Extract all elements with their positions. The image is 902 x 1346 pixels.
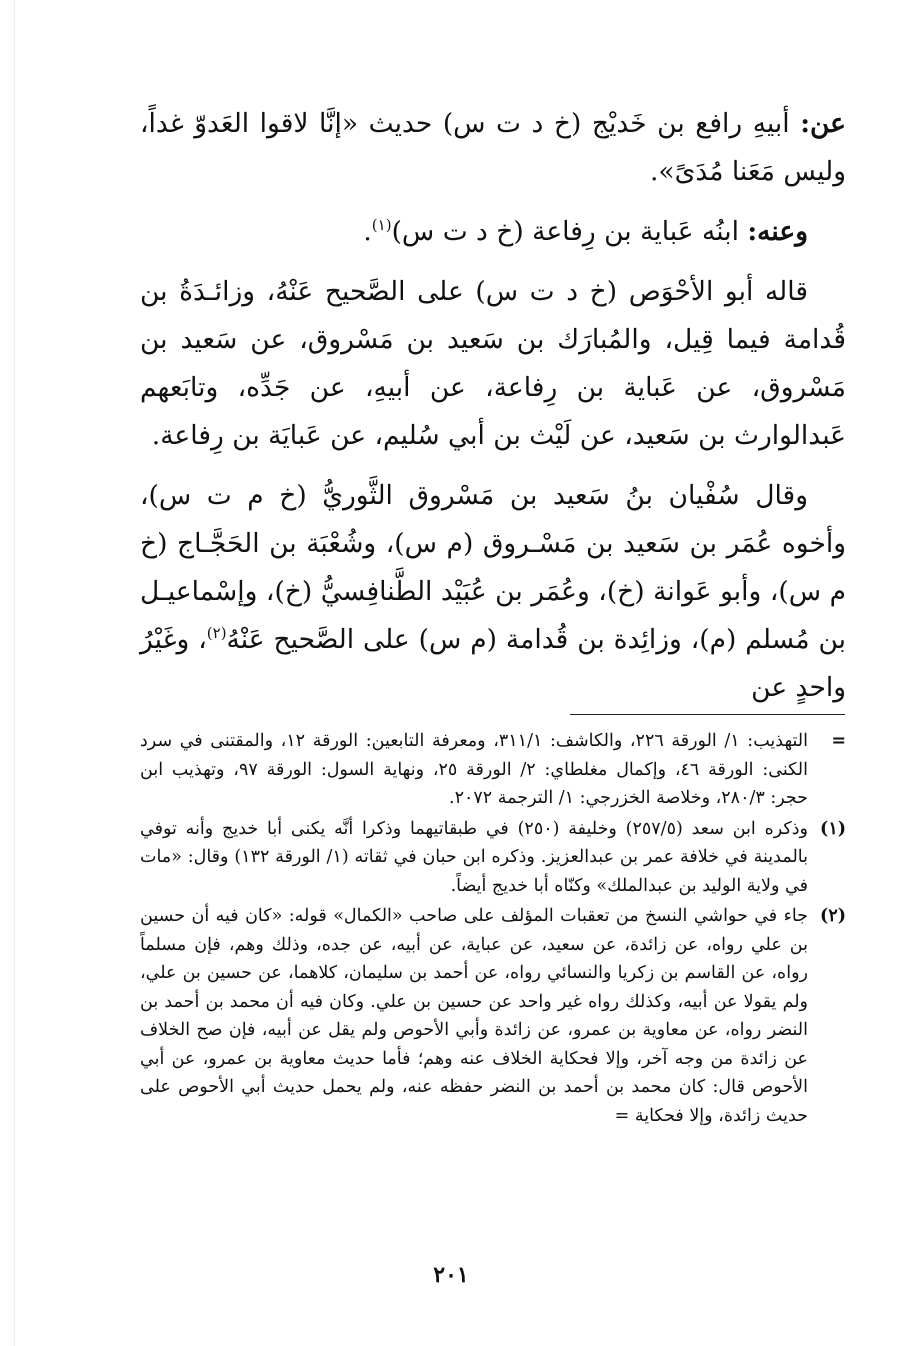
footnote-ref-2[interactable]: (٢) <box>206 624 227 643</box>
paragraph-3: قاله أبو الأحْوَص (خ د ت س) على الصَّحيح عَنْهُ، وزائـدَةُ بن قُدامة فيما قِيل، والمُبارَك بن سَعيد بن مَسْروق، عن سَعيد بن مَسْروق، عن عَباية بن رِفاعة، عن أبيهِ، عن جَدِّه، وتابَعهم عَبدالوارث بن سَعيد، عن لَيْث بن أبي سُليم، عن عَبايَة بن رِفاعة. <box>140 276 846 451</box>
footnote-text: وذكره ابن سعد (٢٥٧/٥) وخليفة (٢٥٠) في طبقاتيهما وذكرا أنَّه يكنى أبا خديج وأنه توفي بالمدينة في خلافة عمر بن عبدالعزيز. وذكره ابن حبان في ثقاته (١/ الورقة ١٣٢) وقال: «مات في ولاية الوليد بن عبدالملك» وكنّاه أبا خديج أيضاً. <box>140 818 808 896</box>
label-waanhu: وعنه: <box>747 216 808 247</box>
footnote-2 <box>140 902 846 1130</box>
paragraph-2: وعنه: ابنُه عَباية بن رِفاعة (خ د ت س)$^{(١)}$. <box>363 216 808 247</box>
scan-edge-line <box>14 0 15 1346</box>
footnote-ref-1[interactable]: (١) <box>371 216 392 235</box>
footnote-text: جاء في حواشي النسخ من تعقبات المؤلف على صاحب «الكمال» قوله: «كان فيه أن حسين بن علي رواه، عن زائدة، عن سعيد، عن عباية، عن أبيه، عن جده، وذلك وهم، فإن مسلماً رواه، عن القاسم بن زكريا والنسائي رواه، عن أحمد بن سليمان، كلاهما، عن حسين بن علي، ولم يقولا عن أبيه، وكذلك رواه غير واحد عن حسين بن علي. وكان فيه أن محمد بن أحمد بن النضر رواه، عن معاوية بن عمرو، عن زائدة وأبي الأحوص ولم يقل عن أبيه، فإن صح الخلاف عن زائدة من وجه آخر، وإلا فحكاية الخلاف عنه وهم؛ فأما حديث معاوية بن عمرو، عن أبي الأحوص قال: كان محمد بن أحمد بن النضر حفظه عنه، ولم يحمل حديث أبي الأحوص على حديث زائدة، وإلا فحكاية = <box>140 906 808 1126</box>
main-text <box>140 100 846 712</box>
footnote-1 <box>140 815 846 901</box>
footnote-separator <box>570 714 845 715</box>
paragraph-4-tail: ، وغَيْرُ واحدٍ عن <box>140 624 846 703</box>
footnote-text: التهذيب: ١/ الورقة ٢٢٦، والكاشف: ٣١١/١، ومعرفة التابعين: الورقة ١٢، والمقتنى في سرد الكنى: الورقة ٤٦، وإكمال مغلطاي: ٢/ الورقة ٢٥، ونهاية السول: الورقة ٩٧، وتهذيب ابن حجر: ٢٨٠/٣، وخلاصة الخزرجي: ١/ الترجمة ٢٠٧٢. <box>140 731 808 808</box>
footnote-marker: = <box>831 731 846 751</box>
footnote-marker: (٢) <box>820 906 846 926</box>
page-number: ٢٠١ <box>433 1262 469 1288</box>
paragraph-2-text: ابنُه عَباية بن رِفاعة (خ د ت س) <box>391 216 739 247</box>
paragraph-4-text: وقال سُفْيان بنُ سَعيد بن مَسْروق الثَّوريُّ (خ م ت س)، وأخوه عُمَر بن سَعيد بن مَسْـروق (م س)، وشُعْبَة بن الحَجَّـاج (خ م س)، وأبو عَوانة (خ)، وعُمَر بن عُبَيْد الطَّنافِسيُّ (خ)، وإسْماعيـل بن مُسلم (م)، وزائِدة بن قُدامة (م س) على الصَّحيح عَنْهُ <box>140 480 847 655</box>
footnote-marker: (١) <box>820 818 846 839</box>
footnotes <box>140 727 846 1132</box>
paragraph-1 <box>140 100 846 196</box>
paragraph-4 <box>140 472 846 712</box>
footnote-continued <box>140 727 846 813</box>
label-an: عن: <box>800 108 846 139</box>
paragraph-1-text: أبيهِ رافع بن خَديْج (خ د ت س) حديث «إنَّا لاقوا العَدوّ غداً، وليس مَعَنا مُدَىً». <box>140 108 846 187</box>
